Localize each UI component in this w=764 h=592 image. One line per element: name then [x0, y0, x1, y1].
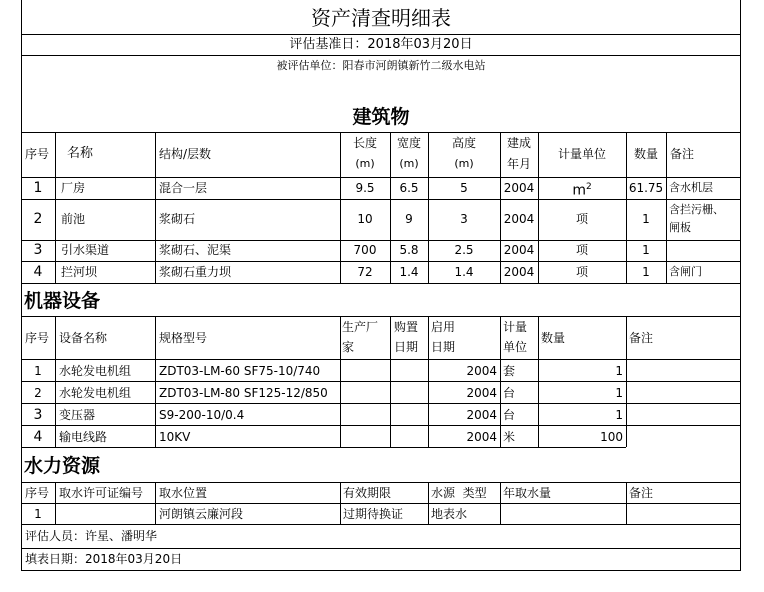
table-row-width: 5.8: [399, 243, 419, 257]
col-header-purchase-2: 日期: [394, 340, 419, 354]
table-row-structure: 浆砌石重力坝: [159, 265, 232, 279]
table-row-name: 厂房: [61, 181, 86, 195]
table-row-name: 水轮发电机组: [59, 364, 132, 378]
table-row-seq: 1: [34, 507, 42, 521]
table-row-note: 含拦污栅、: [669, 203, 724, 216]
fill-date: 填表日期：2018年03月20日: [25, 552, 183, 566]
table-row-width: 9: [405, 212, 413, 226]
table-row-inuse: 2004: [466, 430, 497, 444]
table-row-qty: 1: [642, 243, 650, 257]
table-row-length: 72: [357, 265, 373, 279]
table-row-year: 2004: [503, 243, 535, 257]
col-header-seq: 序号: [25, 486, 50, 500]
table-row-unit: 台: [503, 408, 516, 422]
table-row-length: 9.5: [355, 181, 375, 195]
table-row-name: 水轮发电机组: [59, 386, 132, 400]
table-row-width: 6.5: [399, 181, 419, 195]
col-header-qty: 数量: [633, 147, 658, 161]
col-header-equipment-name: 设备名称: [59, 331, 108, 345]
unit-superscript: 2: [585, 182, 592, 192]
table-row-seq: 3: [33, 407, 43, 423]
unit-text: m: [572, 182, 586, 199]
table-row-inuse: 2004: [466, 364, 497, 378]
col-header-maker-1: 生产厂: [342, 320, 379, 334]
table-row-unit: 台: [503, 386, 516, 400]
col-header-annual-amount: 年取水量: [503, 486, 552, 500]
assessors: 评估人员：许星、潘明华: [25, 529, 158, 543]
table-row-length: 10: [357, 212, 373, 226]
col-header-structure: 结构/层数: [159, 147, 212, 161]
table-row-qty: 1: [615, 386, 623, 400]
table-row-unit: 米: [503, 430, 516, 444]
table-row-qty: 1: [642, 212, 650, 226]
col-header-purchase-1: 购置: [394, 320, 419, 334]
table-row-name: 输电线路: [59, 430, 108, 444]
assessed-unit: 被评估单位：阳春市河朗镇新竹二级水电站: [276, 59, 486, 72]
table-row-name: 前池: [61, 212, 86, 226]
table-row-year: 2004: [503, 265, 535, 279]
table-row-qty: 1: [615, 408, 623, 422]
table-row-qty: 1: [615, 364, 623, 378]
col-header-height: 高度: [451, 136, 476, 150]
table-row-seq: 1: [33, 180, 43, 196]
col-header-name: 名称: [67, 146, 94, 161]
table-row-structure: 混合一层: [159, 181, 208, 195]
table-row-unit: 项: [575, 265, 588, 279]
table-row-name: 变压器: [59, 408, 96, 422]
table-row-seq: 3: [33, 242, 43, 258]
col-header-validity: 有效期限: [343, 486, 392, 500]
col-header-inuse-1: 启用: [431, 320, 456, 334]
table-row-unit: 套: [503, 364, 516, 378]
table-row-seq: 4: [33, 429, 43, 445]
col-header-length: 长度: [352, 136, 377, 150]
col-header-qty: 数量: [541, 331, 566, 345]
col-header-note: 备注: [629, 331, 654, 345]
col-header-maker-2: 家: [342, 340, 355, 354]
table-row-qty: 100: [600, 430, 623, 444]
col-header-width: 宽度: [396, 136, 421, 150]
table-row-seq: 2: [33, 211, 43, 227]
table-row-seq: 2: [34, 386, 42, 400]
table-row-unit: 项: [575, 243, 588, 257]
col-header-location: 取水位置: [159, 486, 208, 500]
table-row-qty: 1: [642, 265, 650, 279]
table-row-length: 700: [353, 243, 377, 257]
table-row-structure: 浆砌石、泥渠: [159, 243, 232, 257]
table-row-width: 1.4: [399, 265, 419, 279]
col-header-spec: 规格型号: [159, 331, 208, 345]
table-row-year: 2004: [503, 181, 535, 195]
table-row-height: 5: [460, 181, 468, 195]
col-header-inuse-2: 日期: [431, 340, 456, 354]
table-row-spec: ZDT03-LM-60 SF75-10/740: [159, 364, 321, 378]
table-row-year: 2004: [503, 212, 535, 226]
table-row-validity: 过期待换证: [343, 507, 404, 521]
table-row-name: 拦河坝: [61, 265, 98, 279]
table-row-spec: 10KV: [159, 430, 191, 444]
table-row-location: 河朗镇云廉河段: [159, 507, 244, 521]
table-row-qty: 61.75: [628, 181, 664, 195]
col-header-year-1: 建成: [506, 136, 531, 150]
table-row-unit: [538, 179, 626, 199]
table-row-seq: 1: [34, 364, 42, 378]
table-row-seq: 4: [33, 264, 43, 280]
base-date: 评估基准日：2018年03月20日: [289, 37, 473, 52]
col-header-note: 备注: [670, 147, 695, 161]
col-header-unit: 计量单位: [557, 147, 606, 161]
table-row-inuse: 2004: [466, 408, 497, 422]
col-header-measure-1: 计量: [503, 320, 528, 334]
table-row-height: 2.5: [454, 243, 474, 257]
col-header-source-type: 水源 类型: [431, 486, 487, 500]
table-row-unit: 项: [575, 212, 588, 226]
col-header-length-unit: (m): [355, 157, 375, 170]
table-row-name: 引水渠道: [61, 243, 110, 257]
table-row-note: 含水机层: [669, 181, 713, 194]
col-header-measure-2: 单位: [503, 340, 528, 354]
table-row-height: 3: [460, 212, 468, 226]
col-header-width-unit: (m): [399, 157, 419, 170]
table-row-spec: S9-200-10/0.4: [159, 408, 245, 422]
machines-heading: 机器设备: [24, 290, 101, 312]
col-header-seq: 序号: [25, 331, 50, 345]
col-header-permit-no: 取水许可证编号: [59, 486, 144, 500]
table-row-height: 1.4: [454, 265, 474, 279]
col-header-note: 备注: [629, 486, 654, 500]
table-row-note: 含闸门: [669, 265, 702, 278]
table-row-structure: 浆砌石: [159, 212, 196, 226]
table-row-spec: ZDT03-LM-80 SF125-12/850: [159, 386, 328, 400]
table-row-note-cont: 闸板: [669, 221, 691, 234]
buildings-heading: 建筑物: [352, 106, 410, 128]
table-row-inuse: 2004: [466, 386, 497, 400]
table-row-source: 地表水: [431, 507, 468, 521]
col-header-seq: 序号: [25, 147, 50, 161]
report-title: 资产清查明细表: [311, 6, 451, 30]
water-heading: 水力资源: [24, 455, 101, 477]
col-header-year-2: 年月: [506, 157, 531, 171]
col-header-height-unit: (m): [454, 157, 474, 170]
